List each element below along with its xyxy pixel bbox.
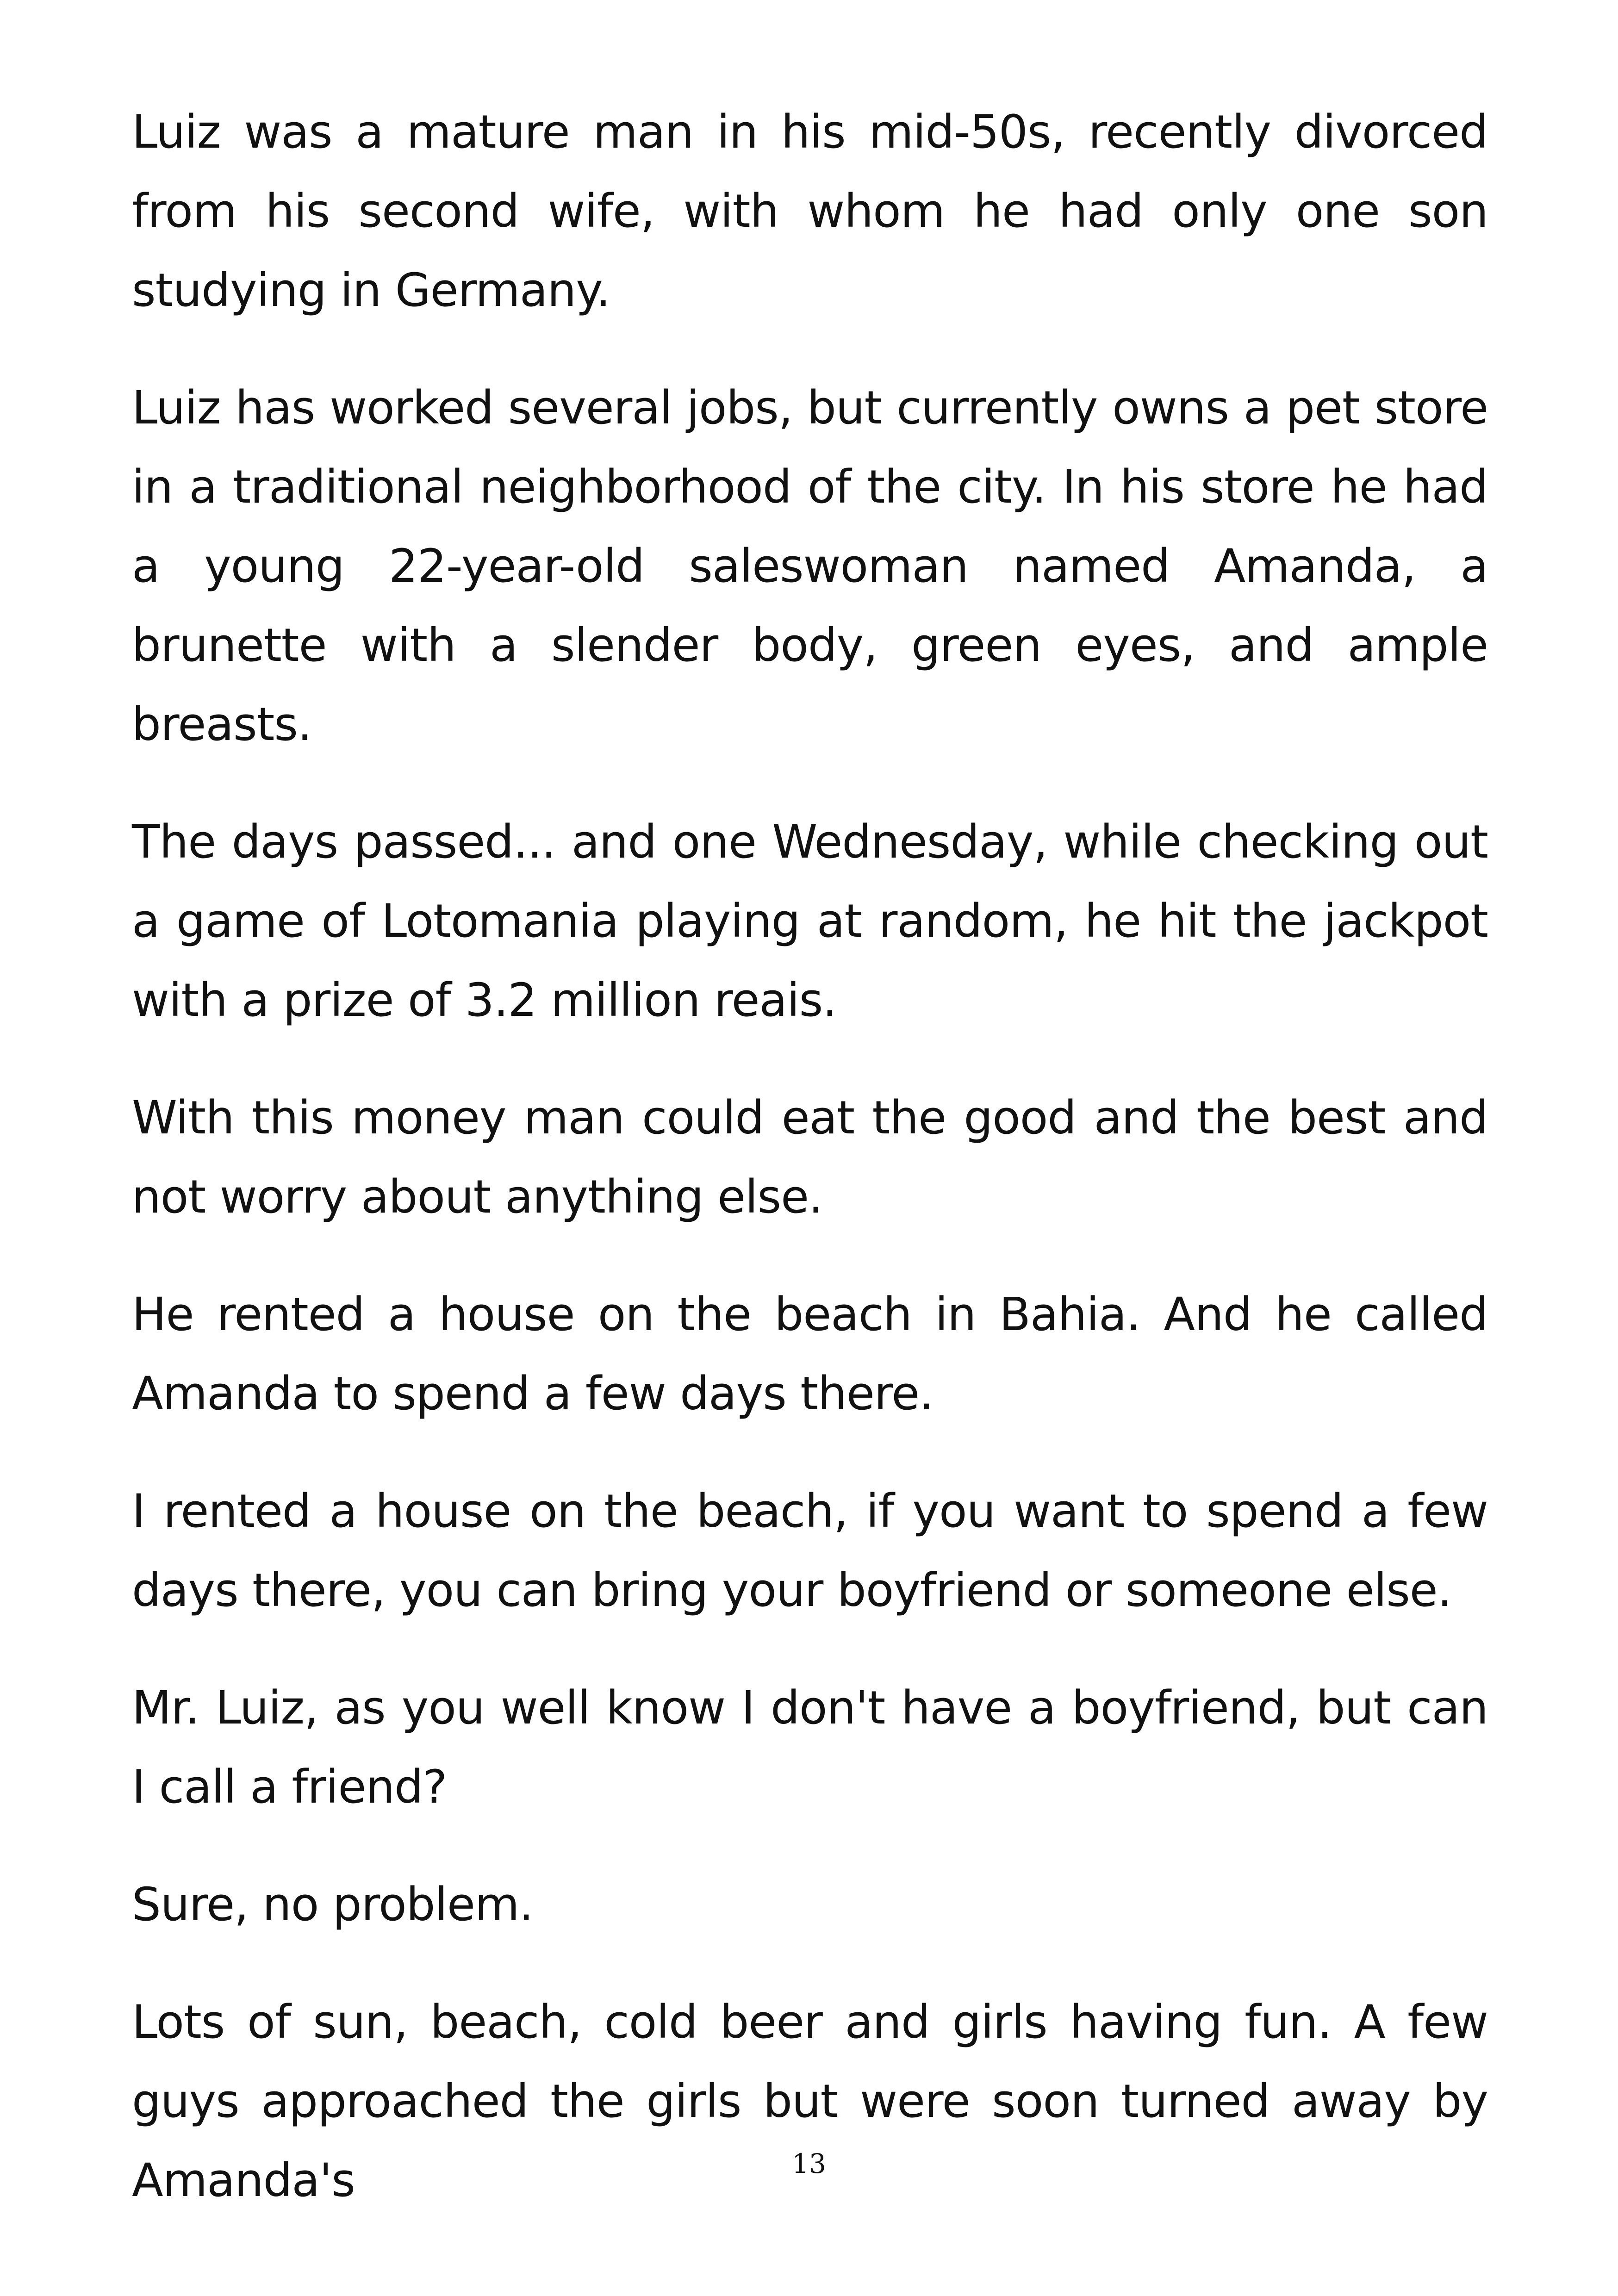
paragraph: The days passed... and one Wednesday, while checking out a game of Lotomania playing at random, he hit the jackpot with a prize of 3.2 million reais. [132,815,1488,1027]
page-body-text [132,93,1488,2259]
paragraph: Mr. Luiz, as you well know I don't have a boyfriend, but can I call a friend? [132,1681,1488,1814]
paragraph: I rented a house on the beach, if you want to spend a few days there, you can bring your boyfriend or someone else. [132,1485,1488,1617]
paragraph: Sure, no problem. [132,1878,533,1931]
paragraph: He rented a house on the beach in Bahia. And he called Amanda to spend a few days there. [132,1288,1488,1420]
paragraph: Luiz has worked several jobs, but currently owns a pet store in a traditional neighborhood of the city. In his store he had a young 22-year-old saleswoman named Amanda, a brunette with a slender body, green eyes, and ample breasts. [132,381,1488,751]
paragraph: Lots of sun, beach, cold beer and girls having fun. A few guys approached the girls but were soon turned away by Amanda's [132,1996,1488,2207]
paragraph: With this money man could eat the good and the best and not worry about anything else. [132,1091,1488,1224]
paragraph: Luiz was a mature man in his mid-50s, recently divorced from his second wife, with whom he had only one son studying in Germany. [132,106,1488,317]
page-number: 13 [792,2148,826,2179]
